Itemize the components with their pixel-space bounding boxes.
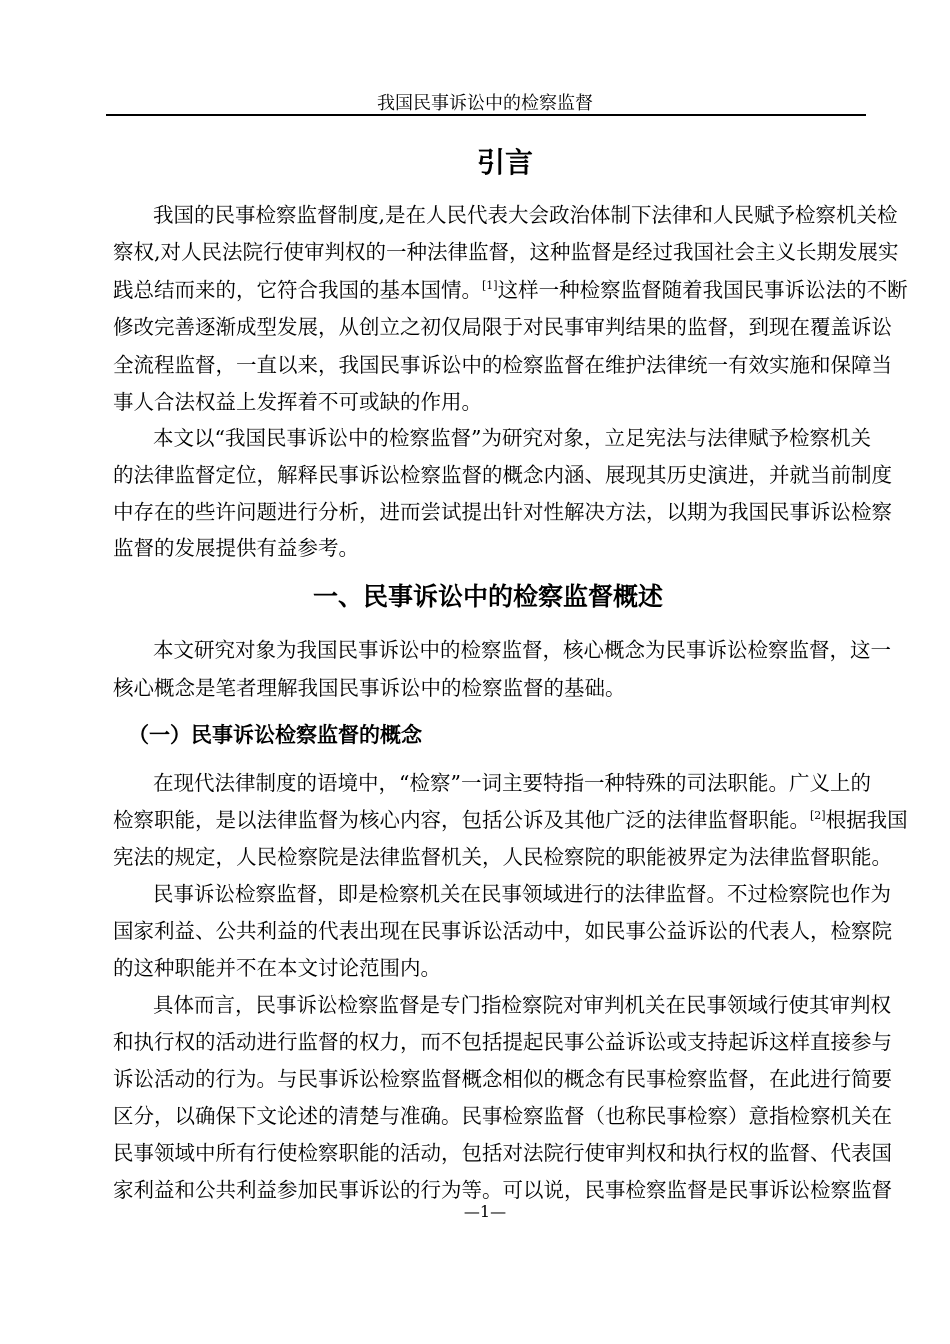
text-line [113, 1066, 892, 1092]
line-text: 本文研究对象为我国民事诉讼中的检察监督，核心概念为民事诉讼检察监督，这一 [153, 638, 891, 662]
text-line [113, 1140, 892, 1166]
line-text: 国家利益、公共利益的代表出现在民事诉讼活动中，如民事公益诉讼的代表人，检察院 [113, 919, 892, 943]
text-line [153, 637, 891, 663]
text-line [153, 202, 898, 228]
line-text: 的这种职能并不在本文讨论范围内。 [113, 956, 441, 980]
page-number: —1— [463, 1202, 507, 1221]
line-text: 本文以“我国民事诉讼中的检察监督”为研究对象，立足宪法与法律赋予检察机关 [153, 426, 871, 450]
text-line [113, 239, 899, 265]
text-line [113, 389, 863, 415]
line-text: 全流程监督，一直以来，我国民事诉讼中的检察监督在维护法律统一有效实施和保障当 [113, 353, 892, 377]
text-line [113, 1103, 892, 1129]
line-text: 具体而言，民事诉讼检察监督是专门指检察院对审判机关在民事领域行使其审判权 [153, 993, 891, 1017]
line-text: 区分，以确保下文论述的清楚与准确。民事检察监督（也称民事检察）意指检察机关在 [113, 1104, 892, 1128]
line-text: 在现代法律制度的语境中，“检察”一词主要特指一种特殊的司法职能。广义上的 [153, 771, 871, 795]
text-line [113, 277, 908, 303]
line-text: 修改完善逐渐成型发展，从创立之初仅局限于对民事审判结果的监督，到现在覆盖诉讼 [113, 315, 892, 339]
citation-reference[interactable]: [2] [810, 809, 826, 822]
text-line [113, 844, 892, 870]
line-text: 这样一种检察监督随着我国民事诉讼法的不断 [497, 278, 908, 302]
text-line [113, 1029, 892, 1055]
text-line [153, 881, 891, 907]
subsection-heading: （一）民事诉讼检察监督的概念 [128, 723, 422, 747]
line-text: 监督的发展提供有益参考。 [113, 536, 359, 560]
chapter-heading: 一、民事诉讼中的检察监督概述 [312, 582, 663, 611]
line-text: 中存在的些许问题进行分析，进而尝试提出针对性解决方法，以期为我国民事诉讼检察 [113, 500, 892, 524]
line-text: 和执行权的活动进行监督的权力，而不包括提起民事公益诉讼或支持起诉这样直接参与 [113, 1030, 892, 1054]
line-text: 事人合法权益上发挥着不可或缺的作用。 [113, 390, 482, 414]
line-text: 检察职能，是以法律监督为核心内容，包括公诉及其他广泛的法律监督职能。 [113, 808, 810, 832]
line-text: 家利益和公共利益参加民事诉讼的行为等。可以说，民事检察监督是民事诉讼检察监督 [113, 1178, 892, 1202]
line-text: 核心概念是笔者理解我国民事诉讼中的检察监督的基础。 [113, 676, 626, 700]
running-header: 我国民事诉讼中的检察监督 [377, 93, 593, 114]
line-text: 民事诉讼检察监督，即是检察机关在民事领域进行的法律监督。不过检察院也作为 [153, 882, 891, 906]
line-text: 宪法的规定，人民检察院是法律监督机关，人民检察院的职能被界定为法律监督职能。 [113, 845, 892, 869]
citation-reference[interactable]: [1] [482, 279, 498, 292]
text-line [153, 770, 871, 796]
section-title-introduction: 引言 [476, 146, 533, 179]
line-text: 的法律监督定位，解释民事诉讼检察监督的概念内涵、展现其历史演进，并就当前制度 [113, 463, 892, 487]
text-line [113, 918, 892, 944]
text-line [153, 425, 871, 451]
text-line [113, 462, 892, 488]
text-line [113, 499, 892, 525]
text-line [113, 807, 908, 833]
text-line [113, 352, 892, 378]
text-line [113, 535, 863, 561]
text-line [113, 955, 863, 981]
text-line [113, 314, 892, 340]
header-rule [106, 114, 866, 116]
text-line [153, 992, 891, 1018]
line-text: 察权,对人民法院行使审判权的一种法律监督，这种监督是经过我国社会主义长期发展实 [113, 240, 899, 264]
text-line [113, 1177, 892, 1203]
line-text: 我国的民事检察监督制度,是在人民代表大会政治体制下法律和人民赋予检察机关检 [153, 203, 898, 227]
line-text: 诉讼活动的行为。与民事诉讼检察监督概念相似的概念有民事检察监督，在此进行简要 [113, 1067, 892, 1091]
line-text: 民事领域中所有行使检察职能的活动，包括对法院行使审判权和执行权的监督、代表国 [113, 1141, 892, 1165]
line-text: 践总结而来的，它符合我国的基本国情。 [113, 278, 482, 302]
line-text: 根据我国 [825, 808, 908, 832]
text-line [113, 675, 863, 701]
